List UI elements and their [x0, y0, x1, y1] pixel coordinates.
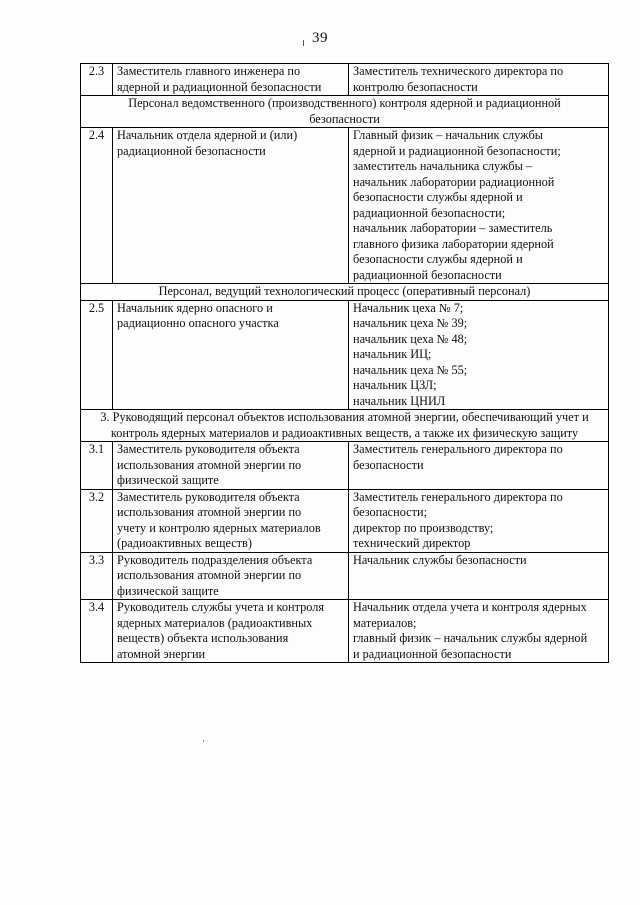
position-line: радиационно опасного участка [117, 316, 279, 330]
equivalent-position-line: начальник лаборатории радиационной [353, 174, 555, 189]
equivalent-position-cell [349, 489, 609, 552]
table-row [81, 442, 609, 490]
table-row [81, 600, 609, 663]
section-heading-line: контроль ядерных материалов и радиоактивных веществ, а также их физическую защиту [110, 425, 579, 440]
equivalent-position-line: Начальник цеха № 7; [353, 300, 464, 315]
equivalent-position-line: главного физика лаборатории ядерной [353, 236, 554, 251]
position-line: радиационной безопасности [117, 143, 266, 158]
section-heading [81, 410, 609, 442]
equivalent-position-line: безопасности службы ядерной и [353, 252, 523, 266]
row-number: 2.5 [81, 300, 113, 410]
position-cell [113, 600, 349, 663]
row-number: 2.4 [81, 128, 113, 284]
section-header-row [81, 96, 609, 128]
equivalent-position-line: безопасности [353, 457, 424, 472]
equivalent-position-line: начальник лаборатории – заместитель [353, 221, 553, 235]
position-line: Заместитель руководителя объекта [117, 489, 300, 504]
equivalent-position-line: заместитель начальника службы – [353, 159, 533, 173]
section-header-row [81, 410, 609, 442]
position-cell [113, 489, 349, 552]
equivalent-position-line: Заместитель генерального директора по [353, 489, 563, 504]
position-cell [113, 64, 349, 96]
equivalent-position-line: материалов; [353, 615, 417, 630]
equivalent-position-cell [349, 300, 609, 410]
equivalent-position-line: радиационной безопасности [353, 267, 502, 282]
position-line: Руководитель службы учета и контроля [117, 600, 325, 614]
position-cell [113, 128, 349, 284]
position-line: использования атомной энергии по [117, 505, 302, 519]
section-heading-line: Персонал, ведущий технологический процесс (оперативный персонал) [158, 284, 531, 298]
section-heading [81, 96, 609, 128]
row-number: 3.4 [81, 600, 113, 663]
equivalent-position-line: начальник ЦЗЛ; [353, 378, 437, 392]
table-row [81, 128, 609, 284]
scan-mark [303, 40, 304, 46]
equivalent-position-line: начальник цеха № 39; [353, 316, 468, 330]
position-cell [113, 552, 349, 600]
equivalent-position-line: Заместитель генерального директора по [353, 442, 563, 456]
position-line: (радиоактивных веществ) [117, 536, 252, 550]
equivalent-position-line: начальник ЦНИЛ [353, 393, 446, 408]
positions-table-body [81, 64, 609, 663]
equivalent-position-cell [349, 64, 609, 96]
equivalent-position-cell [349, 552, 609, 600]
section-heading-line: 3. Руководящий персонал объектов использования атомной энергии, обеспечивающий учет и [100, 410, 589, 424]
equivalent-position-line: технический директор [353, 536, 471, 550]
row-number: 2.3 [81, 64, 113, 96]
scan-dot [203, 740, 204, 742]
equivalent-position-line: радиационной безопасности; [353, 205, 506, 220]
equivalent-position-line: контролю безопасности [353, 79, 478, 94]
position-cell [113, 442, 349, 490]
equivalent-position-cell [349, 128, 609, 284]
equivalent-position-cell [349, 600, 609, 663]
table-row [81, 300, 609, 410]
equivalent-position-line: главный физик – начальник службы ядерной [353, 631, 588, 645]
equivalent-position-line: начальник цеха № 48; [353, 331, 468, 346]
section-heading-line: безопасности [309, 111, 380, 126]
section-heading [81, 284, 609, 301]
row-number: 3.1 [81, 442, 113, 490]
equivalent-position-line: начальник цеха № 55; [353, 362, 468, 377]
equivalent-position-line: директор по производству; [353, 520, 494, 535]
position-cell [113, 300, 349, 410]
equivalent-position-line: безопасности; [353, 505, 427, 519]
table-row [81, 64, 609, 96]
position-line: Начальник отдела ядерной и (или) [117, 128, 298, 142]
equivalent-position-cell [349, 442, 609, 490]
position-line: Руководитель подразделения объекта [117, 552, 313, 567]
section-header-row [81, 284, 609, 301]
equivalent-position-line: Начальник службы безопасности [353, 552, 527, 567]
position-line: учету и контролю ядерных материалов [117, 520, 321, 535]
position-line: использования атомной энергии по [117, 457, 302, 472]
row-number: 3.3 [81, 552, 113, 600]
table-row [81, 552, 609, 600]
position-line: атомной энергии [117, 646, 206, 661]
page-number: 39 [312, 30, 328, 46]
equivalent-position-line: Главный физик – начальник службы [353, 128, 544, 142]
position-line: Заместитель главного инженера по [117, 64, 301, 78]
equivalent-position-line: ядерной и радиационной безопасности; [353, 143, 561, 158]
position-line: использования атомной энергии по [117, 568, 302, 582]
equivalent-position-line: и радиационной безопасности [353, 646, 512, 661]
equivalent-position-line: Начальник отдела учета и контроля ядерных [353, 600, 587, 614]
table-row [81, 489, 609, 552]
position-line: физической защите [117, 583, 219, 598]
position-line: физической защите [117, 473, 219, 487]
position-line: Заместитель руководителя объекта [117, 442, 300, 456]
positions-table [80, 63, 609, 663]
section-heading-line: Персонал ведомственного (производственного) контроля ядерной и радиационной [128, 96, 561, 110]
equivalent-position-line: начальник ИЦ; [353, 347, 432, 361]
position-line: ядерных материалов (радиоактивных [117, 615, 313, 630]
row-number: 3.2 [81, 489, 113, 552]
position-line: веществ) объекта использования [117, 631, 289, 645]
position-line: ядерной и радиационной безопасности [117, 79, 322, 94]
position-line: Начальник ядерно опасного и [117, 300, 273, 315]
equivalent-position-line: безопасности службы ядерной и [353, 190, 523, 204]
equivalent-position-line: Заместитель технического директора по [353, 64, 564, 78]
